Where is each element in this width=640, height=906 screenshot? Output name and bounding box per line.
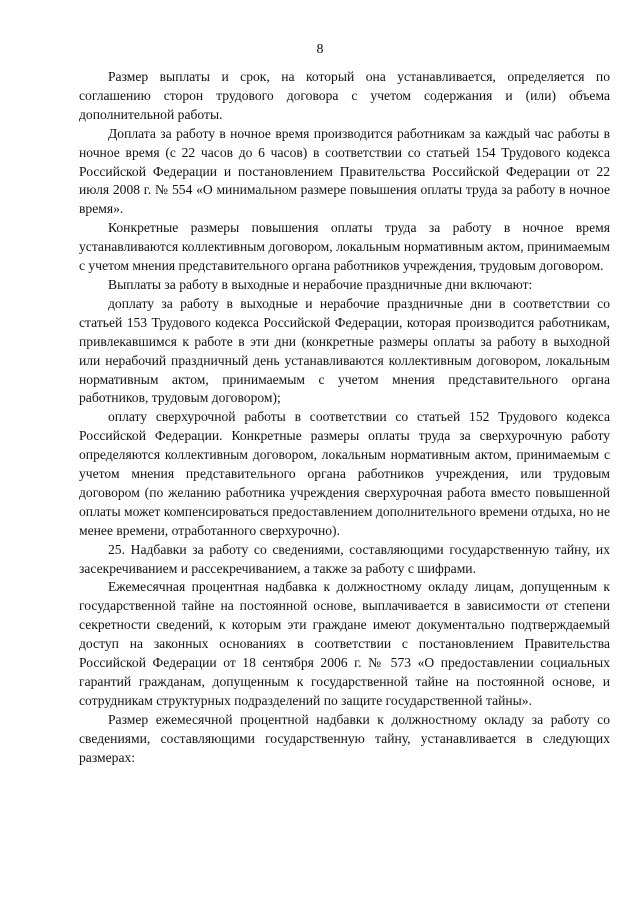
paragraph-weekend-payments-intro: Выплаты за работу в выходные и нерабочие праздничные дни включают: bbox=[108, 276, 533, 292]
paragraph-night-work-surcharge: Доплата за работу в ночное время производится работникам за каждый час работы в ночное время (с 22 часов до 6 часов) в соответствии со статьей 154 Трудового кодекса Российской Федерации и постановлением Правительства Российской Федерации от 22 июля 2008 г. № 554 «О минимальном размере повышения оплаты труда за работу в ночное время». bbox=[79, 125, 610, 217]
paragraph-allowance-rates-intro: Размер ежемесячной процентной надбавки к должностному окладу за работу со сведениями, составляющими государственную тайну, устанавливается в следующих размерах: bbox=[79, 711, 610, 765]
paragraph-state-secret-allowance: Ежемесячная процентная надбавка к должностному окладу лицам, допущенным к государственной тайне на постоянной основе, выплачивается в зависимости от степени секретности сведений, к которым эти граждане имеют документально подтверждаемый доступ на законных основаниях в соответствии с постановлением Правительства Российской Федерации от 18 сентября 2006 г. № 573 «О предоставлении социальных гарантий гражданам, допущенным к государственной тайне на постоянной основе, и сотрудникам структурных подразделений по защите государственной тайны». bbox=[79, 579, 610, 708]
page-number: 8 bbox=[316, 42, 324, 57]
paragraph-night-work-amounts: Конкретные размеры повышения оплаты труда за работу в ночное время устанавливаются коллективным договором, локальным нормативным актом, принимаемым с учетом мнения представительного органа работников учреждения, трудовым договором. bbox=[79, 220, 610, 274]
paragraph-state-secret-heading: 25. Надбавки за работу со сведениями, составляющими государственную тайну, их засекречиванием и рассекречиванием, а также за работу с шифрами. bbox=[79, 541, 610, 576]
paragraph-payment-size: Размер выплаты и срок, на который она устанавливается, определяется по соглашению сторон трудового договора с учетом содержания и (или) объема дополнительной работы. bbox=[79, 69, 610, 122]
paragraph-weekend-surcharge: доплату за работу в выходные и нерабочие праздничные дни в соответствии со статьей 153 Трудового кодекса Российской Федерации, которая производится работникам, привлекавшимся к работе в эти дни (конкретные размеры оплаты за работу в выходной или нерабочий праздничный день устанавливаются коллективным договором, локальным нормативным актом, принимаемым с учетом мнения представительного органа работников, трудовым договором); bbox=[79, 295, 610, 406]
paragraph-overtime-payment: оплату сверхурочной работы в соответствии со статьей 152 Трудового кодекса Российской Федерации. Конкретные размеры оплаты труда за сверхурочную работу определяются коллективным договором, локальным нормативным актом, принимаемым с учетом мнения представительного органа работников учреждения, или трудовым договором (по желанию работника учреждения сверхурочная работа вместо повышенной оплаты может компенсироваться предоставлением дополнительного времени отдыха, но не менее времени, отработанного сверхурочно). bbox=[79, 409, 610, 538]
document-body bbox=[79, 68, 610, 768]
